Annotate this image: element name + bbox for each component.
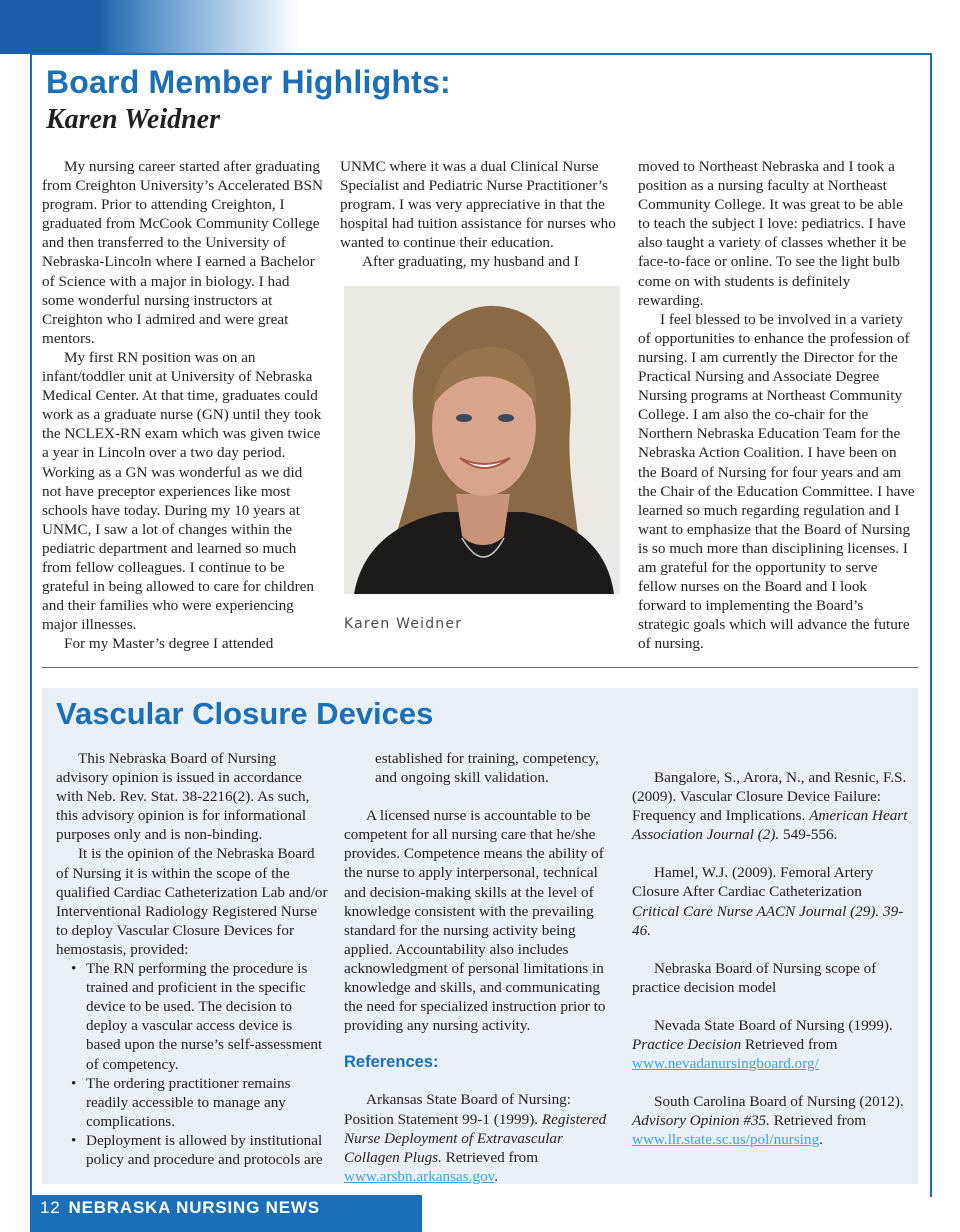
portrait-photo — [344, 286, 620, 594]
paragraph: I feel blessed to be involved in a variety of opportunities to enhance the profession of nursing. I am currently the Director for the Practical Nursing and Associate Degree Nursing programs at Northeast Community College. I am also the co-chair for the Northern Nebraska Education Team for the Nebraska Action Coalition. I have been on the Board of Nursing for four years and am the Chair of the Education Committee. I have learned so much regarding regulation and I want to emphasize that the Board of Nursing is so much more than disciplining licenses. I am grateful for the opportunity to serve fellow nurses on the Board and I look forward to implementing the Board’s strategic goals which will advance the future of nursing. — [638, 310, 915, 653]
list-item: • The RN performing the procedure is trained and proficient in the specific device to be used. The decision to deploy a vascular access device is based upon the nurse’s self-assessment of competency. — [86, 959, 328, 1074]
reference-link[interactable]: www.nevadanursingboard.org/ — [632, 1055, 819, 1073]
reference-item: Arkansas State Board of Nursing: Position Statement 99-1 (1999). Registered Nurse Deployment of Extravascular Collagen Plugs. Retrieved from www.arsbn.arkansas.gov. — [344, 1091, 607, 1185]
paragraph: For my Master’s degree I attended — [64, 635, 274, 653]
list-item: • Deployment is allowed by institutional policy and procedure and protocols are — [86, 1131, 328, 1169]
list-item-continuation: established for training, competency, and ongoing skill validation. — [375, 750, 599, 787]
section-divider — [42, 667, 918, 668]
paragraph: This Nebraska Board of Nursing advisory opinion is issued in accordance with Neb. Rev. Stat. 38-2216(2). As such, this advisory opinion is for informational purposes only and is non-binding. — [56, 750, 310, 844]
header-color-block — [0, 0, 100, 54]
reference-link[interactable]: www.arsbn.arkansas.gov — [344, 1167, 495, 1185]
article1-column-2 — [340, 157, 624, 272]
portrait-illustration — [344, 286, 620, 594]
paragraph: UNMC where it was a dual Clinical Nurse Specialist and Pediatric Nurse Practitioner’s program. I was very appreciative in that the hospital had tuition assistance for nurses who wanted to continue their education. — [340, 158, 616, 252]
paragraph: It is the opinion of the Nebraska Board of Nursing it is within the scope of the qualified Cardiac Catheterization Lab and/or Interventional Radiology Registered Nurse to deploy Vascular Closure Devices for hemostasis, provided: — [56, 845, 328, 958]
reference-item: Nevada State Board of Nursing (1999). Practice Decision Retrieved from www.nevadanursingboard.org/ — [632, 1016, 893, 1073]
footer — [40, 1198, 320, 1218]
paragraph: After graduating, my husband and I — [362, 253, 579, 271]
photo-caption: Karen Weidner — [344, 616, 463, 632]
article1-column-3 — [638, 157, 918, 653]
publication-name: NEBRASKA NURSING NEWS — [68, 1198, 320, 1217]
section-title: Vascular Closure Devices — [56, 696, 434, 731]
page-number: 12 — [40, 1198, 61, 1217]
article2-column-3 — [632, 768, 910, 1150]
article1-column-1 — [42, 157, 324, 653]
paragraph: My nursing career started after graduating from Creighton University’s Accelerated BSN program. Prior to attending Creighton, I graduated from McCook Community College and then transferred to the University of Nebraska-Lincoln where I earned a Bachelor of Science with a major in biology. I had some wonderful nursing instructors at Creighton who I admired and were great mentors. — [42, 158, 323, 347]
references-heading: References: — [344, 1053, 439, 1072]
reference-item: Nebraska Board of Nursing scope of practice decision model — [632, 959, 877, 996]
provisions-list — [56, 959, 328, 1169]
reference-item: South Carolina Board of Nursing (2012). Advisory Opinion #35. Retrieved from www.llr.state.sc.us/pol/nursing. — [632, 1093, 904, 1149]
list-item: • The ordering practitioner remains readily accessible to manage any complications. — [86, 1074, 328, 1131]
reference-link[interactable]: www.llr.state.sc.us/pol/nursing — [632, 1131, 820, 1149]
paragraph: A licensed nurse is accountable to be competent for all nursing care that he/she provides. Competence means the ability of the nurse to apply interpersonal, technical and decision-making skills at the level of knowledge consistent with the prevailing standard for the nursing activity being applied. Accountability also includes acknowledgment of personal limitations in knowledge and skills, and communicating the need for specialized instruction prior to providing any nursing activity. — [344, 807, 606, 1035]
article2-column-1 — [56, 749, 328, 1169]
page-subtitle: Karen Weidner — [46, 104, 220, 135]
reference-item: Hamel, W.J. (2009). Femoral Artery Closure After Cardiac Catheterization Critical Care Nurse AACN Journal (29). 39-46. — [632, 864, 904, 939]
reference-item: Bangalore, S., Arora, N., and Resnic, F.S. (2009). Vascular Closure Device Failure: Frequency and Implications. American Heart Association Journal (2). 549-556. — [632, 769, 908, 844]
paragraph: My first RN position was on an infant/toddler unit at University of Nebraska Medical Center. At that time, graduates could work as a graduate nurse (GN) until they took the NCLEX-RN exam which was given twice a year in Lincoln over a two day period. Working as a GN was wonderful as we did not have preceptor experiences like most schools have today. During my 10 years at UNMC, I saw a lot of changes within the pediatric department and learned so much from fellow colleagues. I continue to be grateful in being allowed to care for children and their families who were experiencing major illnesses. — [42, 348, 322, 634]
paragraph: moved to Northeast Nebraska and I took a position as a nursing faculty at Northeast Community College. It was great to be able to teach the subject I love: pediatrics. I have also taught a variety of classes whether it be face-to-face or online. To see the light bulb come on with students is definitely rewarding. — [638, 158, 907, 309]
page-title: Board Member Highlights: — [46, 64, 451, 100]
article2-column-2 — [344, 749, 620, 1186]
